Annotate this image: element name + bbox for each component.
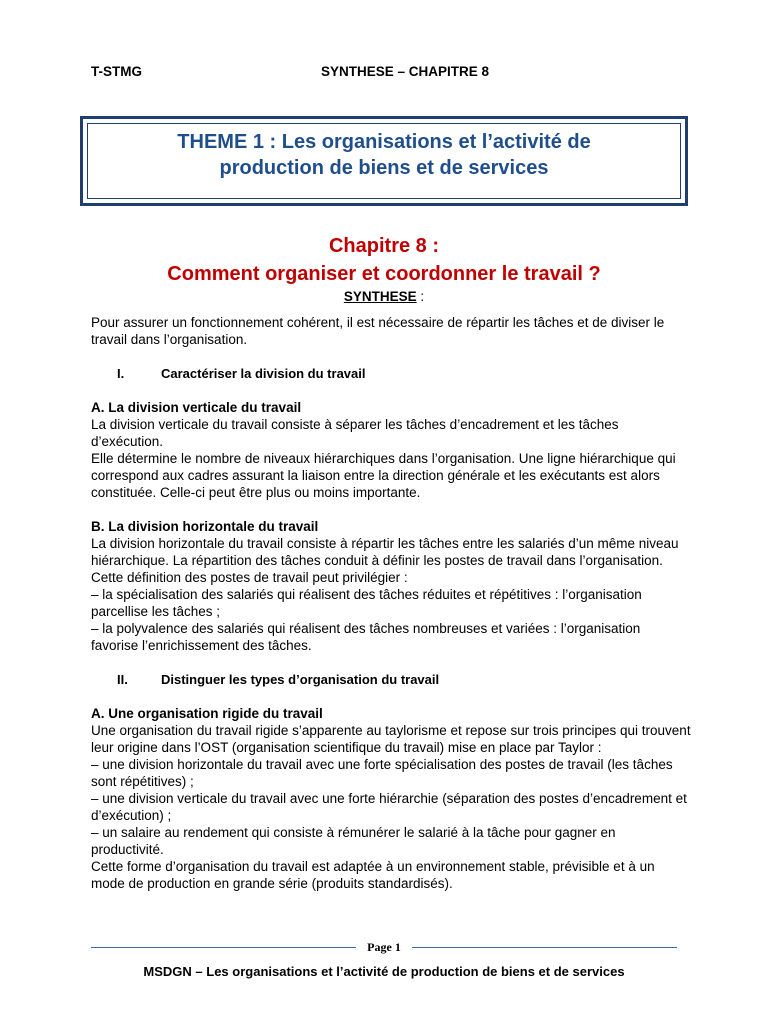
document-body (91, 314, 691, 892)
paragraph: Cette définition des postes de travail peut privilégier : (91, 570, 408, 585)
section-heading-2 (91, 671, 691, 688)
paragraph: La division horizontale du travail consiste à répartir les tâches entre les salariés d’un même niveau hiérarchique. La répartition des tâches conduit à définir les postes de travail dans l’organisation. (91, 536, 679, 568)
list-item: – la polyvalence des salariés qui réalisent des tâches nombreuses et variées : l’organisation favorise l’enrichissement des tâches. (91, 621, 641, 653)
list-item: – une division horizontale du travail avec une forte spécialisation des postes de travail (les tâches sont répétitives) ; (91, 757, 673, 789)
section-number: I. (117, 366, 125, 381)
synthese-label: SYNTHESE (343, 289, 417, 304)
synthese-heading (0, 289, 768, 304)
intro-paragraph: Pour assurer un fonctionnement cohérent, il est nécessaire de répartir les tâches et de diviser le travail dans l’organisation. (91, 315, 665, 347)
paragraph: Une organisation du travail rigide s’apparente au taylorisme et repose sur trois principes qui trouvent leur origine dans l’OST (organisation scientifique du travail) mise en place par Taylor : (91, 723, 691, 755)
footer-text: MSDGN – Les organisations et l’activité de production de biens et de services (143, 964, 625, 979)
header-title: SYNTHESE – CHAPITRE 8 (321, 64, 490, 79)
theme-title (177, 129, 590, 181)
subsection-title: A. Une organisation rigide du travail (91, 706, 323, 721)
section-title: Distinguer les types d’organisation du travail (161, 672, 440, 687)
page-header (91, 64, 677, 84)
theme-box (80, 116, 688, 206)
subsection-title: B. La division horizontale du travail (91, 519, 319, 534)
paragraph: Elle détermine le nombre de niveaux hiérarchiques dans l’organisation. Une ligne hiérarchique qui correspond aux cadres assurant la liaison entre la direction générale et les exécutants est alors constituée. Celle-ci peut être plus ou moins importante. (91, 451, 676, 500)
theme-title-line-2: production de biens et de services (219, 157, 549, 179)
subsection-title: A. La division verticale du travail (91, 400, 302, 415)
page-number: Page 1 (367, 940, 401, 954)
section-number: II. (117, 672, 128, 687)
header-course: T-STMG (91, 64, 142, 79)
section-title: Caractériser la division du travail (161, 366, 366, 381)
list-item: – une division verticale du travail avec une forte hiérarchie (séparation des postes d’encadrement et d’exécution) ; (91, 791, 687, 823)
chapter-question: Comment organiser et coordonner le travail ? (167, 263, 601, 285)
list-item: – un salaire au rendement qui consiste à rémunérer le salarié à la tâche pour gagner en productivité. (91, 825, 616, 857)
theme-title-line-1: THEME 1 : Les organisations et l’activité de (177, 131, 591, 153)
synthese-suffix: : (416, 289, 425, 304)
chapter-title (0, 232, 768, 288)
section-heading-1 (91, 365, 691, 382)
theme-inner-frame (87, 123, 681, 199)
paragraph: La division verticale du travail consiste à séparer les tâches d’encadrement et les tâches d’exécution. (91, 417, 619, 449)
list-item: – la spécialisation des salariés qui réalisent des tâches réduites et répétitives : l’organisation parcellise les tâches ; (91, 587, 642, 619)
paragraph: Cette forme d’organisation du travail est adaptée à un environnement stable, prévisible et à un mode de production en grande série (produits standardisés). (91, 859, 655, 891)
chapter-number: Chapitre 8 : (328, 235, 440, 257)
